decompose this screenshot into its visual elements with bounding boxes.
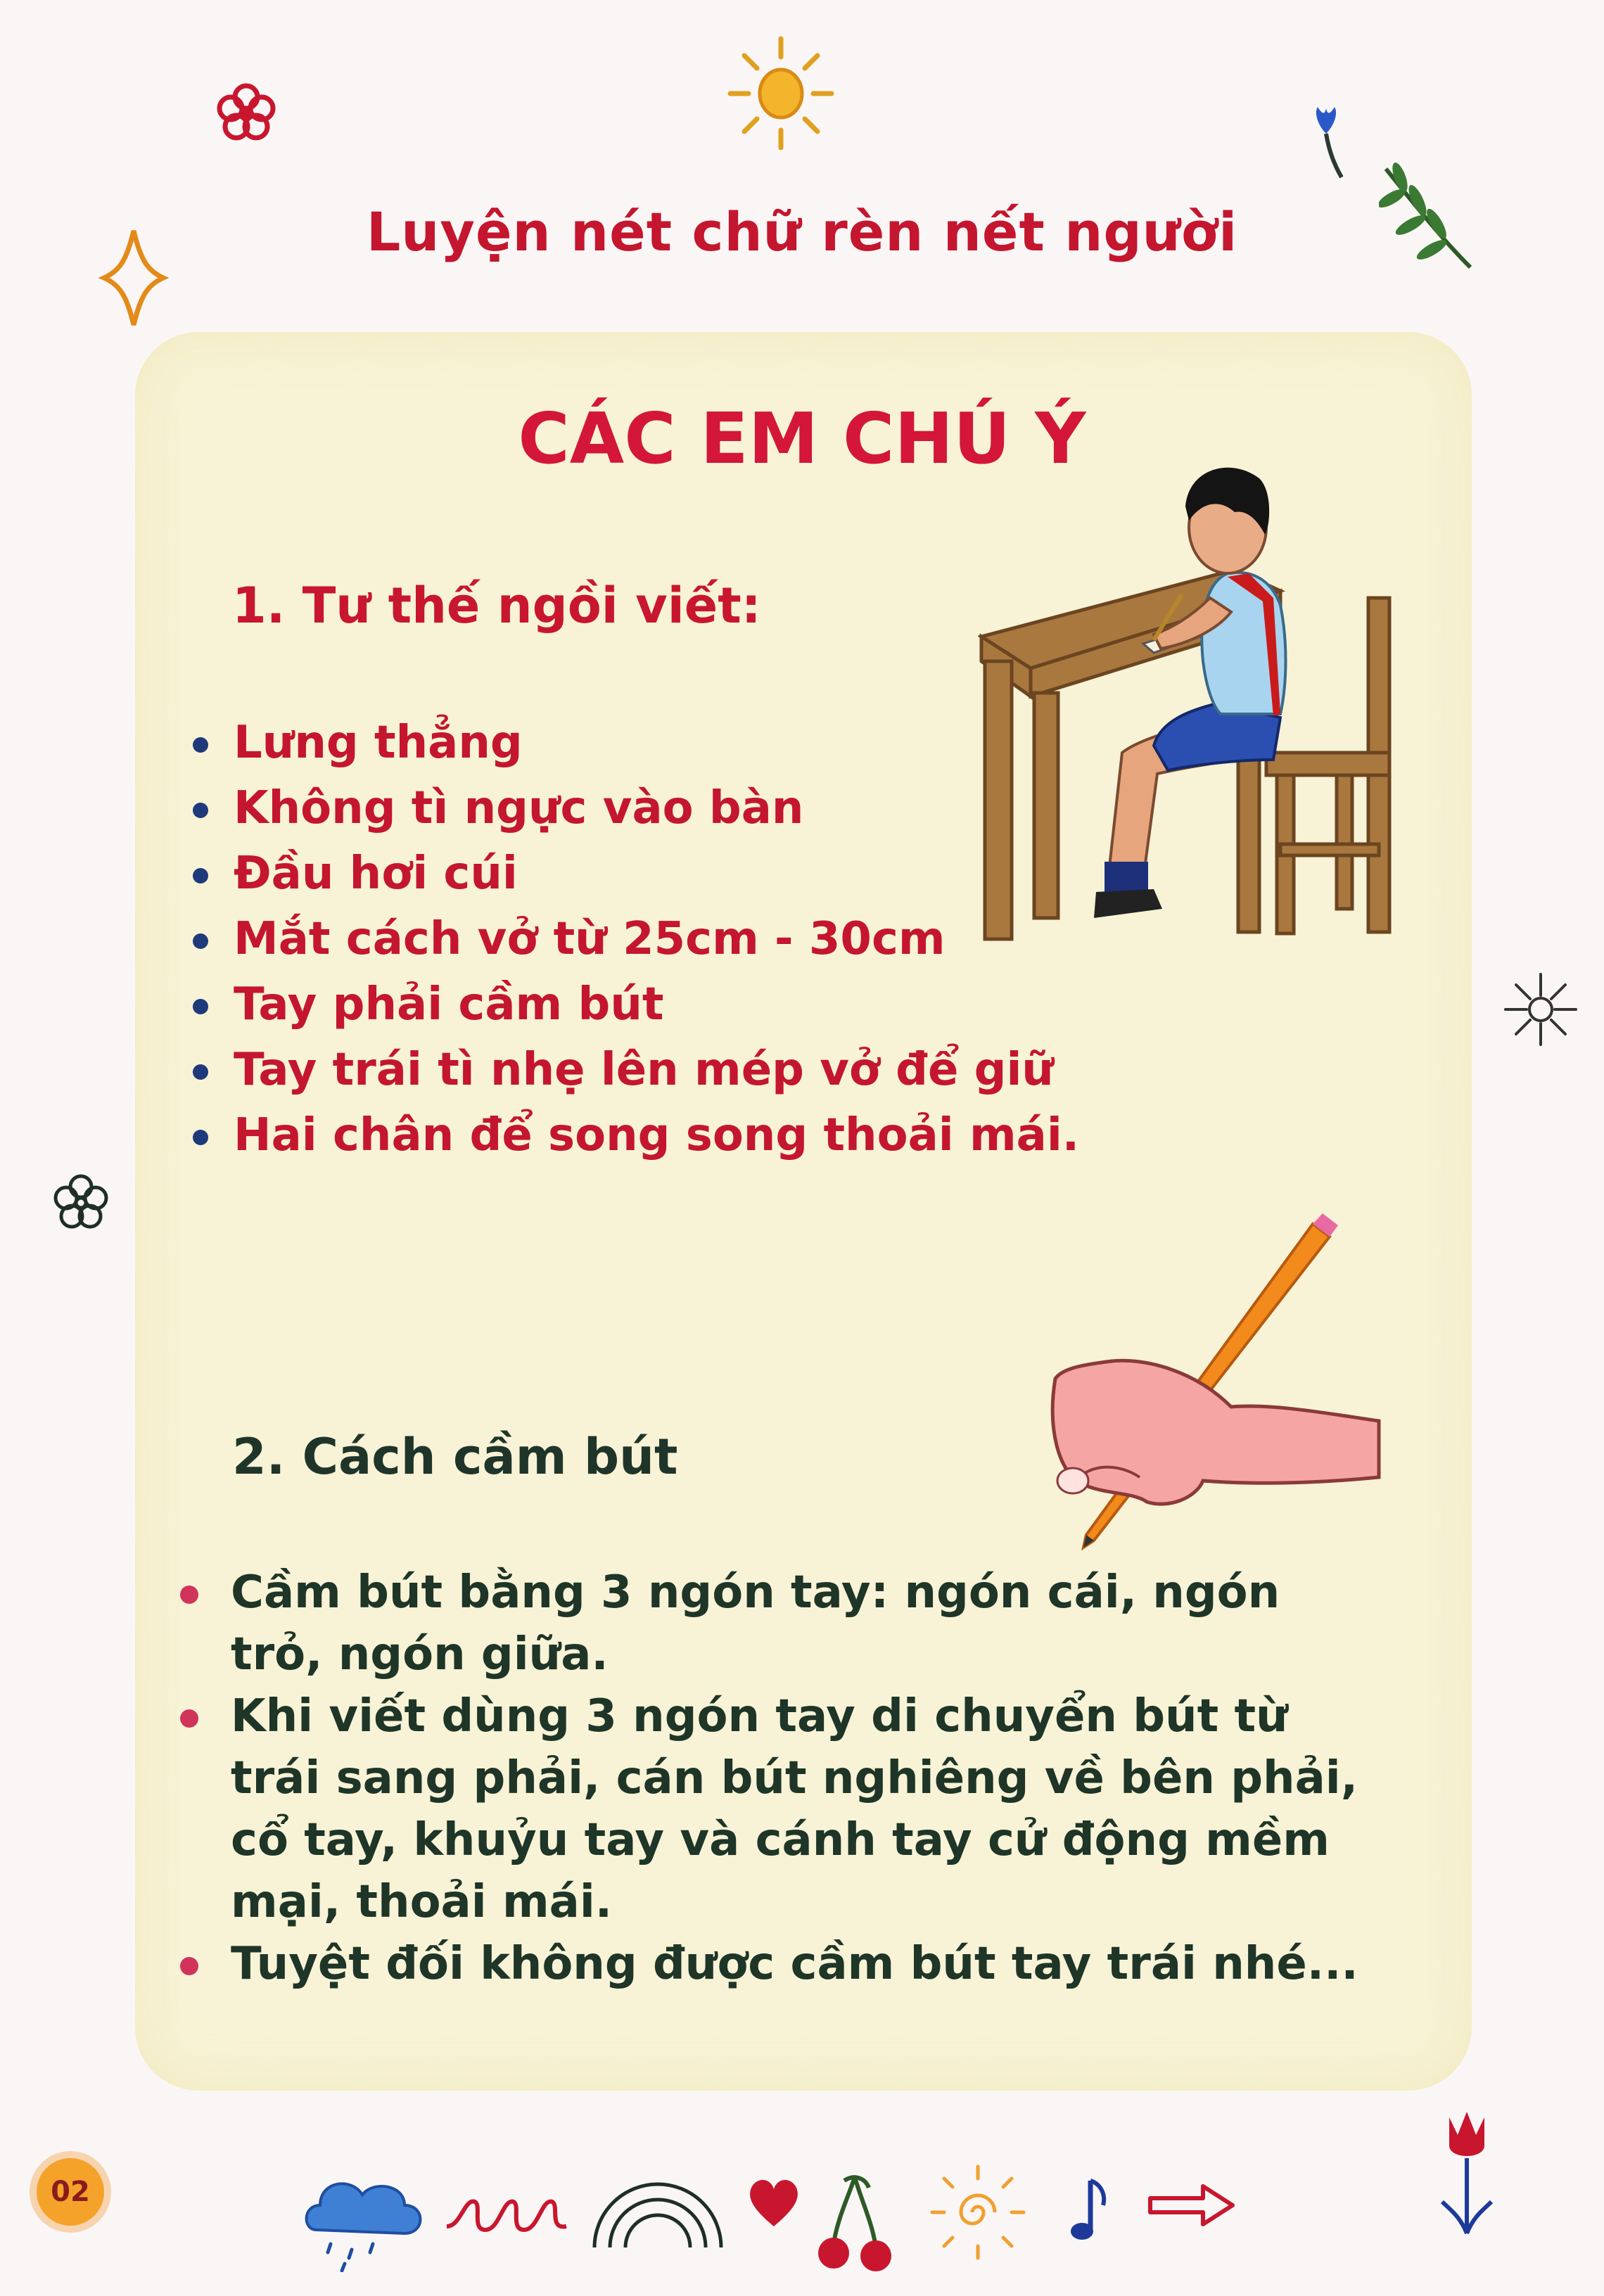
page-number-badge: 02 xyxy=(37,2158,104,2226)
list-item: Tuyệt đối không được cầm bút tay trái nhé... xyxy=(176,1933,1386,1995)
loops-doodle-icon xyxy=(443,2191,570,2240)
music-note-icon xyxy=(1062,2174,1112,2251)
star-burst-icon xyxy=(1502,971,1579,1048)
sun-icon xyxy=(725,32,837,151)
header-title: Luyện nét chữ rèn nết người xyxy=(366,200,1238,263)
card-title: CÁC EM CHÚ Ý xyxy=(518,397,1086,480)
heart-icon xyxy=(746,2174,802,2230)
cherries-icon xyxy=(816,2170,893,2276)
section1-title: 1. Tư thế ngồi viết: xyxy=(232,577,761,634)
blue-flower-icon xyxy=(1298,98,1354,183)
hand-holding-pencil-illustration xyxy=(1034,1210,1386,1562)
outline-flower-icon xyxy=(49,1171,113,1235)
tulip-icon xyxy=(1435,2103,1498,2244)
pen-holding-list xyxy=(176,1562,1386,1995)
list-item: Lưng thẳng xyxy=(190,710,1105,776)
list-item: Tay trái tì nhẹ lên mép vở để giữ xyxy=(190,1038,1105,1103)
list-item: Mắt cách vở từ 25cm - 30cm xyxy=(190,907,1105,972)
sitting-posture-list xyxy=(190,710,1105,1168)
arrow-right-icon xyxy=(1147,2181,1238,2230)
section2-title: 2. Cách cầm bút xyxy=(232,1428,678,1486)
rain-cloud-icon xyxy=(303,2167,426,2272)
boy-writing-illustration xyxy=(978,450,1435,957)
list-item: Đầu hơi cúi xyxy=(190,841,1105,907)
list-item: Hai chân để song song thoải mái. xyxy=(190,1103,1105,1168)
list-item: Tay phải cầm bút xyxy=(190,972,1105,1038)
rainbow-icon xyxy=(587,2167,728,2251)
list-item: Cầm bút bằng 3 ngón tay: ngón cái, ngón trỏ, ngón giữa. xyxy=(176,1562,1386,1685)
list-item: Không tì ngực vào bàn xyxy=(190,776,1105,841)
spiral-sun-icon xyxy=(929,2163,1027,2262)
flower-icon xyxy=(211,77,281,148)
list-item: Khi viết dùng 3 ngón tay di chuyển bút từ trái sang phải, cán bút nghiêng về bên phải, cổ tay, khuỷu tay và cánh tay cử động mềm mại, thoải mái. xyxy=(176,1685,1386,1933)
